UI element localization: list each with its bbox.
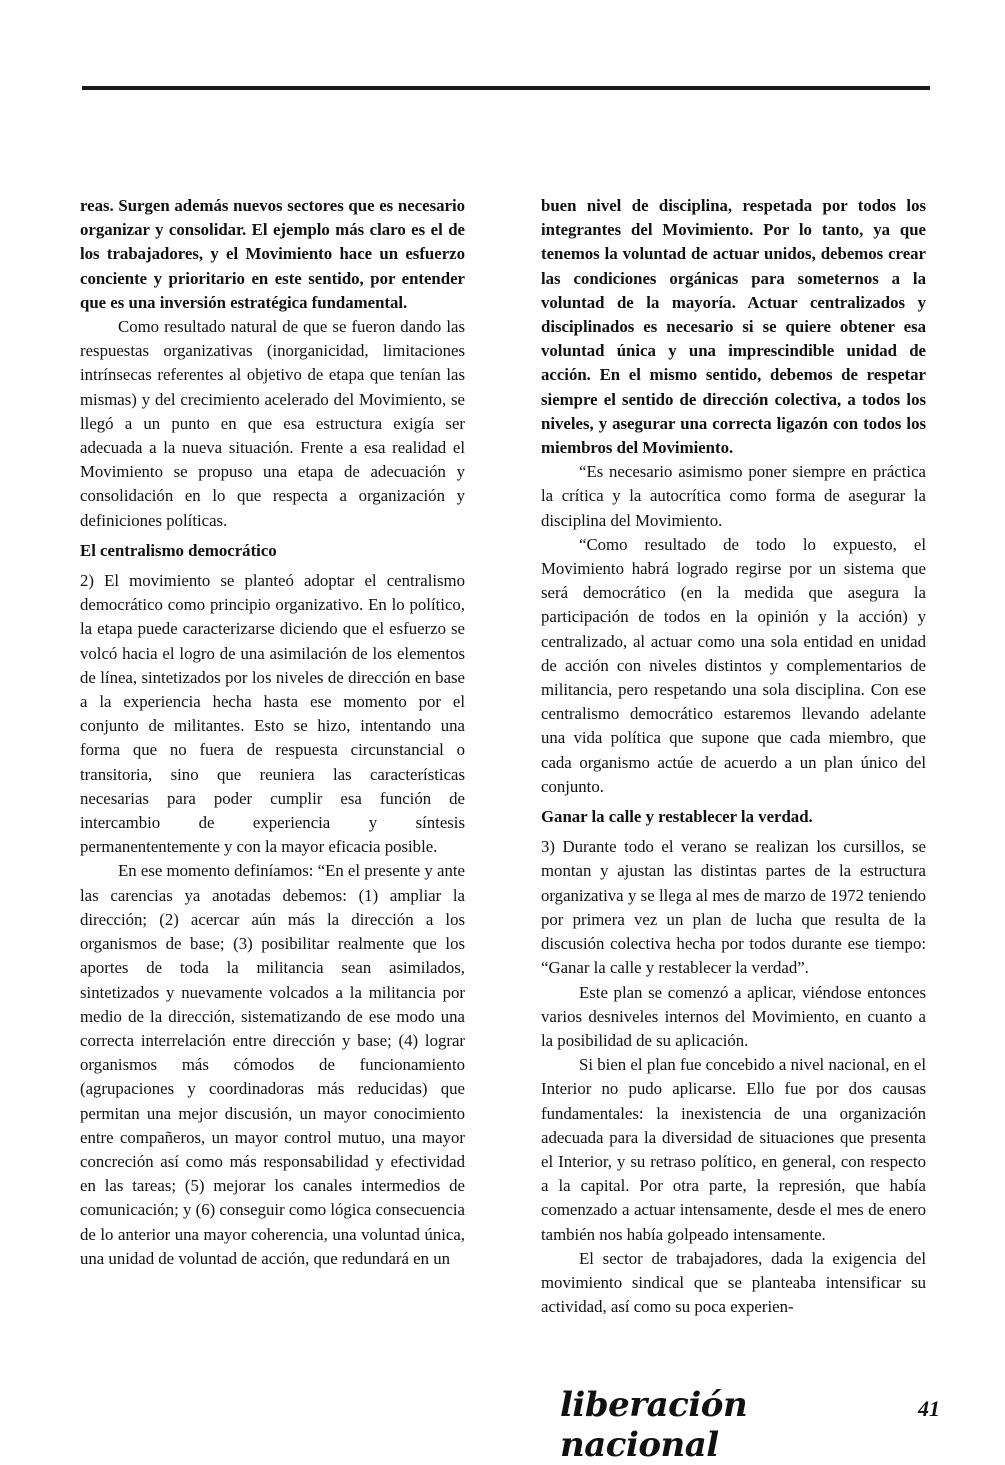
left-paragraph-4: En ese momento definíamos: “En el presente y ante las carencias ya anotadas debemos: (1) ampliar la dirección; (2) acercar aún más la dirección a los organismos de base; (3) posibilitar realmente que los aportes de toda la militancia sean asimilados, sintetizados y nuevamente volcados a la militancia por medio de la dirección, sistematizando de ese modo una correcta interrelación entre dirección y base; (4) lograr organismos más cómodos de funcionamiento (agrupaciones y coordinadoras más reducidas) que permitan una mejor discusión, un mayor conocimiento entre compañeros, un mayor control mutuo, una mayor concreción así como más responsabilidad y efectividad en las tareas; (5) mejorar los canales intermedios de comunicación; y (6) conseguir como lógica consecuencia de lo anterior una mayor coherencia, una voluntad única, una unidad de voluntad de acción, que redundará en un <box>80 861 465 1268</box>
left-paragraph-3: 2) El movimiento se planteó adoptar el centralismo democrático como principio organizativo. En lo político, la etapa puede caracterizarse diciendo que el esfuerzo se volcó hacia el logro de una asimilación de los elementos de línea, sintetizados por los niveles de dirección en base a la experiencia hecha hasta ese momento por el conjunto de militantes. Esto se hizo, intentando una forma que no fuera de respuesta circunstancial o transitoria, sino que reuniera las características necesarias para poder cumplir esa función de intercambio de experiencia y síntesis permanententemente y con la mayor eficacia posible. <box>80 571 465 857</box>
page-footer <box>560 1385 940 1465</box>
left-paragraph-2: Como resultado natural de que se fueron dando las respuestas organizativas (inorganicidad, limitaciones intrínsecas referentes al objetivo de etapa que tenían las mismas) y del crecimiento acelerado del Movimiento, se llegó a un punto en que esa estructura exigía ser adecuada a la nueva situación. Frente a esa realidad el Movimiento se propuso una etapa de adecuación y consolidación en lo que respecta a organización y definiciones políticas. <box>80 317 465 530</box>
right-paragraph-4: 3) Durante todo el verano se realizan los cursillos, se montan y ajustan las distintas partes de la estructura organizativa y se llega al mes de marzo de 1972 teniendo por primera vez un plan de lucha que resulta de la discusión colectiva hecha por todos durante ese tiempo: “Ganar la calle y restablecer la verdad”. <box>541 837 926 978</box>
section-heading-ganar-la-calle: Ganar la calle y restablecer la verdad. <box>541 807 813 827</box>
section-heading-centralismo: El centralismo democrático <box>80 540 277 560</box>
left-paragraph-1: reas. Surgen además nuevos sectores que es necesario organizar y consolidar. El ejemplo más claro es el de los trabajadores, y el Movimiento hace un esfuerzo conciente y prioritario en este sentido, por entender que es una inversión estratégica fundamental. <box>80 196 465 312</box>
right-column <box>541 194 926 1319</box>
right-paragraph-2: “Es necesario asimismo poner siempre en práctica la crítica y la autocrítica como forma de asegurar la disciplina del Movimiento. <box>541 462 926 530</box>
left-column <box>80 194 465 1271</box>
page-number: 41 <box>918 1396 940 1421</box>
top-rule <box>82 86 930 90</box>
publication-logo: liberación nacional <box>560 1385 748 1465</box>
right-paragraph-1: buen nivel de disciplina, respetada por todos los integrantes del Movimiento. Por lo tanto, ya que tenemos la voluntad de actuar unidos, debemos crear las condiciones orgánicas para someternos a la voluntad de la mayoría. Actuar centralizados y disciplinados es necesario si se quiere obtener esa voluntad única y una imprescindible unidad de acción. En el mismo sentido, debemos de respetar siempre el sentido de dirección colectiva, a todos los niveles, y asegurar una correcta ligazón con todos los miembros del Movimiento. <box>541 196 926 458</box>
right-paragraph-5: Este plan se comenzó a aplicar, viéndose entonces varios desniveles internos del Movimiento, en cuanto a la posibilidad de su aplicación. <box>541 982 926 1050</box>
right-paragraph-3: “Como resultado de todo lo expuesto, el Movimiento habrá logrado regirse por un sistema que será democrático (en la medida que asegura la participación de todos en la opinión y la acción) y centralizado, al actuar como una sola entidad en unidad de acción con niveles distintos y complementarios de militancia, pero respetando una sola disciplina. Con ese centralismo democrático estaremos llevando adelante una vida política que supone que cada miembro, que cada organismo actúe de acuerdo a un plan único del conjunto. <box>541 534 926 796</box>
right-paragraph-7: El sector de trabajadores, dada la exigencia del movimiento sindical que se planteaba intensificar su actividad, así como su poca experien- <box>541 1248 926 1317</box>
right-paragraph-6: Si bien el plan fue concebido a nivel nacional, en el Interior no pudo aplicarse. Ello fue por dos causas fundamentales: la inexistencia de una organización adecuada para la diversidad de situaciones que presenta el Interior, y su retraso político, en general, con respecto a la capital. Por otra parte, la represión, que había comenzado a actuar intensamente, desde el mes de enero también nos había golpeado intensamente. <box>541 1055 926 1244</box>
